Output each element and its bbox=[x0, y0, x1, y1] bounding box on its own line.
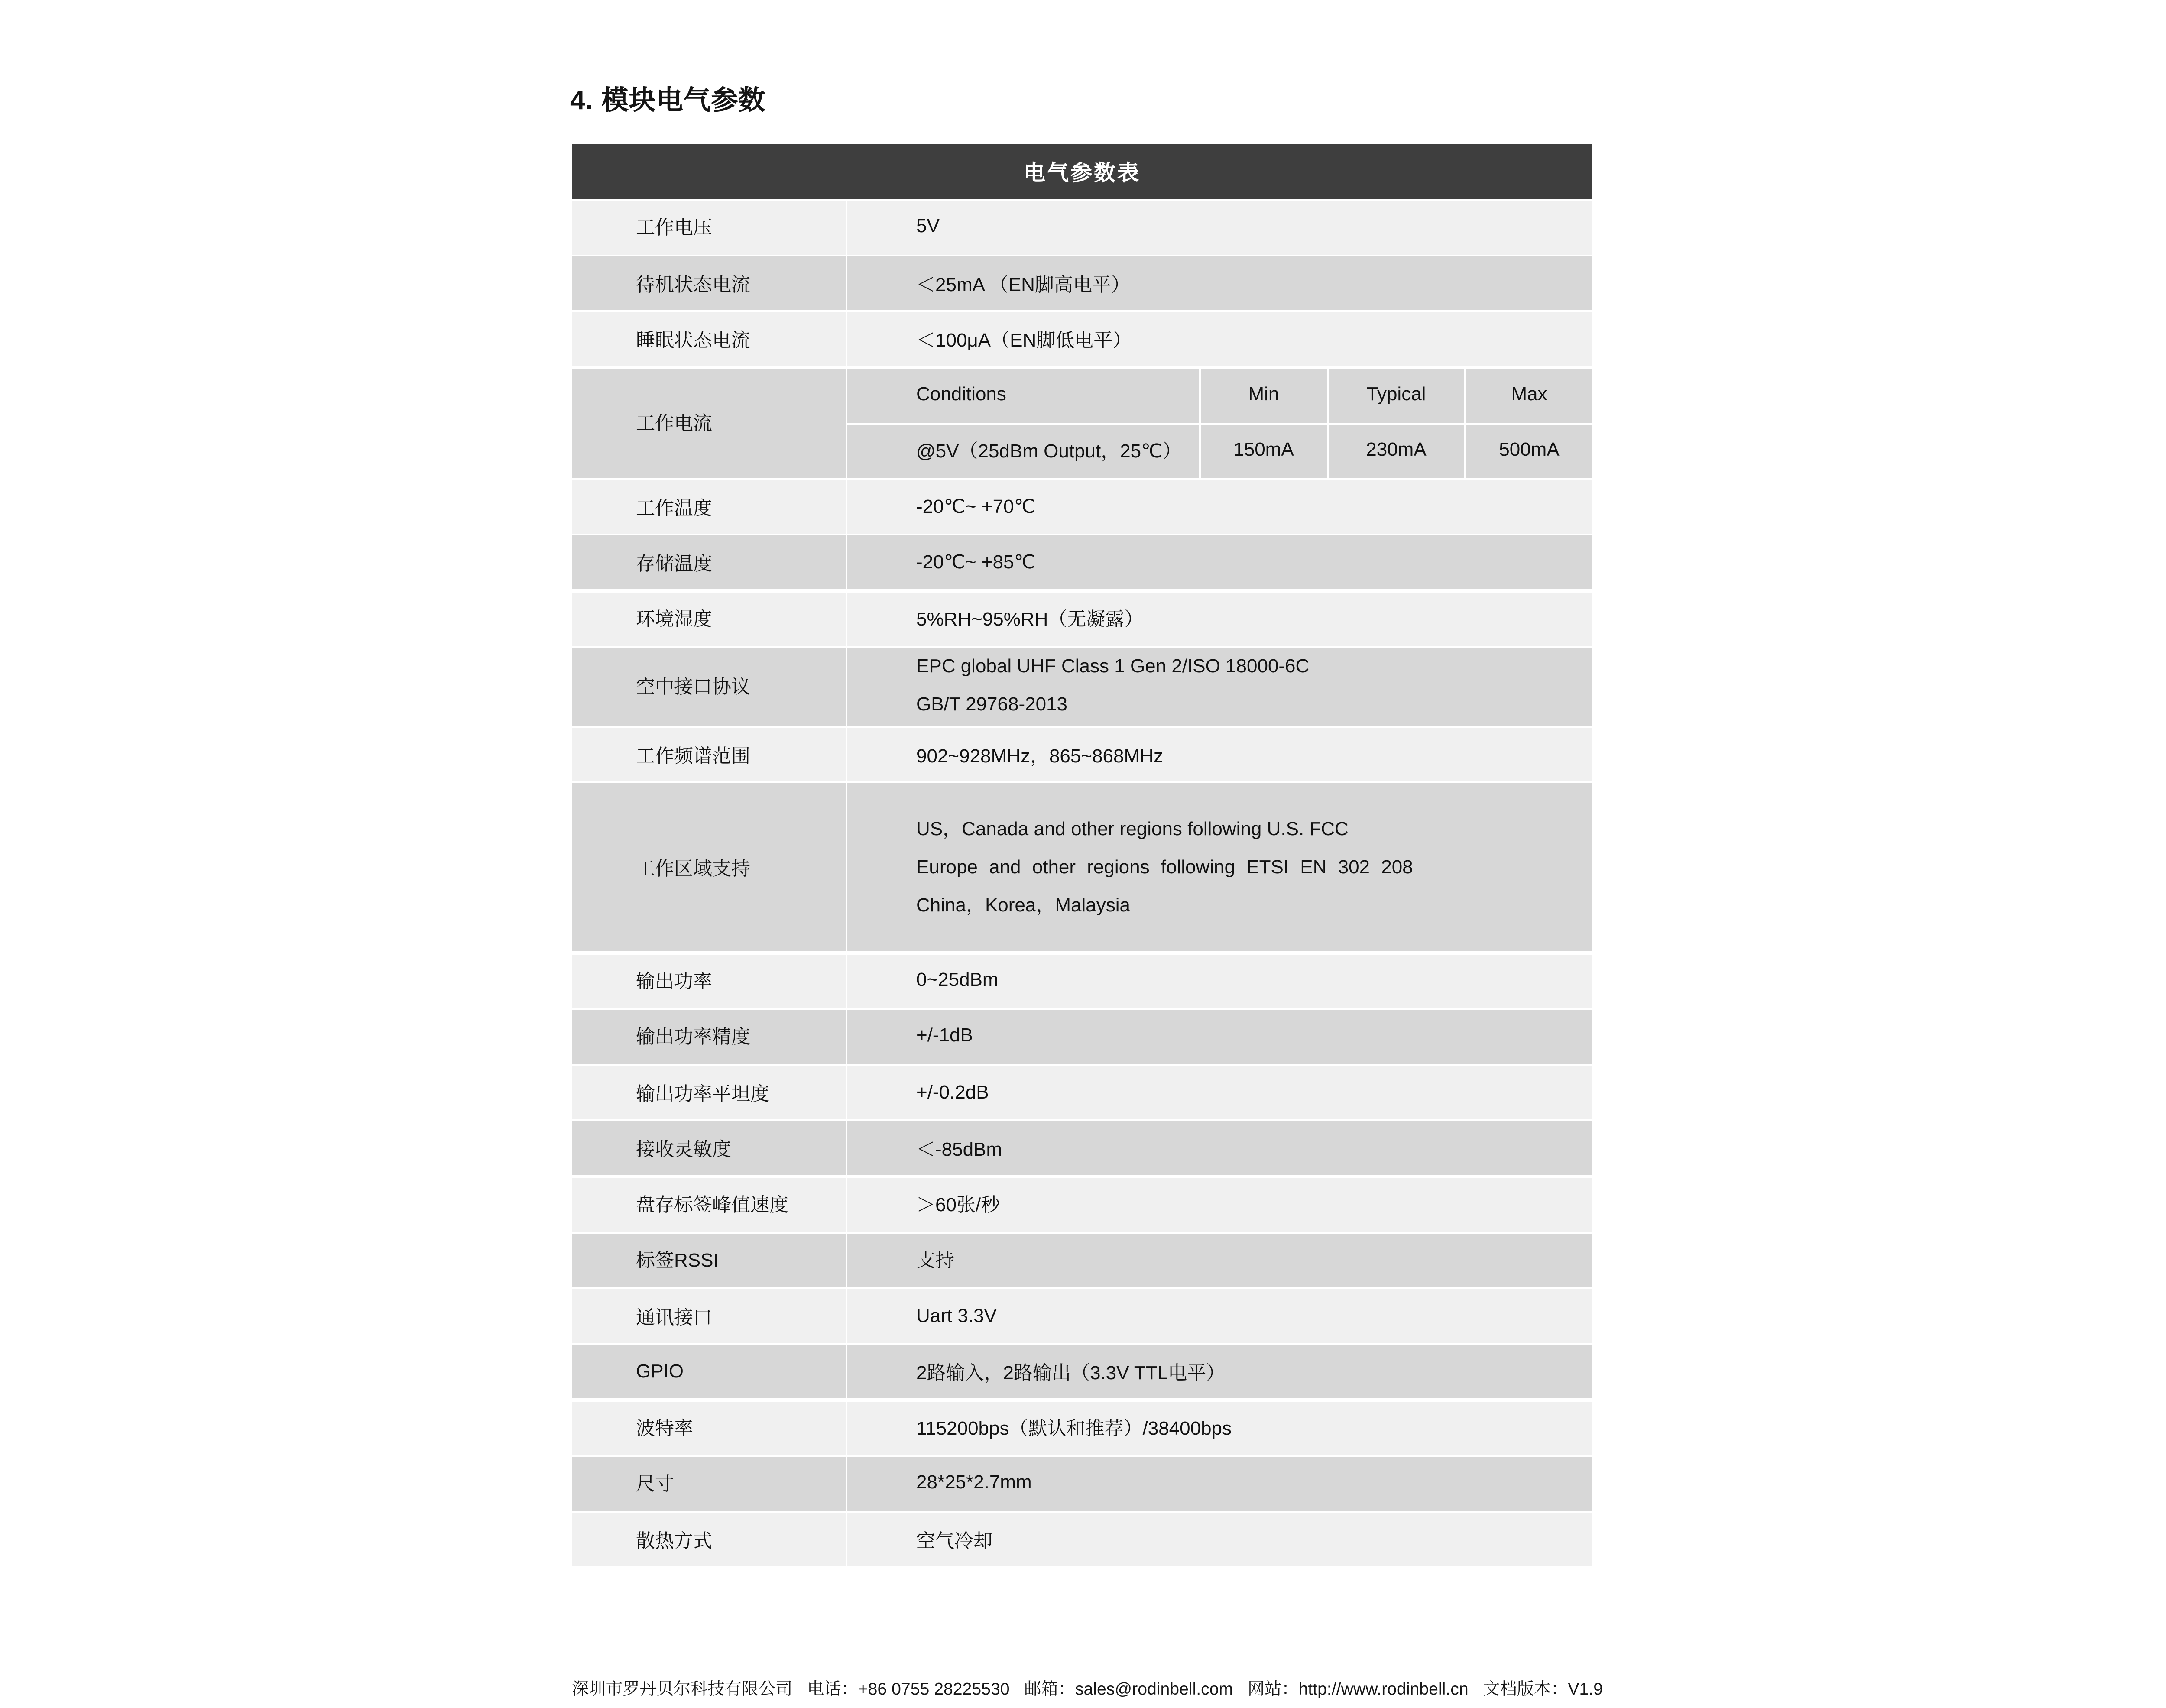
subtable-data-cell: @5V（25dBm Output，25℃） bbox=[847, 424, 1199, 478]
table-row bbox=[572, 312, 1592, 366]
subtable-data-cell: 150mA bbox=[1201, 424, 1326, 478]
row-label: 睡眠状态电流 bbox=[572, 312, 845, 366]
row-value: ＜25mA （EN脚高电平） bbox=[847, 256, 1592, 310]
row-label: 通讯接口 bbox=[572, 1289, 845, 1343]
subtable-header-cell: Max bbox=[1466, 368, 1592, 422]
row-value: +/-1dB bbox=[847, 1010, 1592, 1063]
row-value: 支持 bbox=[847, 1233, 1592, 1287]
row-value: +/-0.2dB bbox=[847, 1066, 1592, 1119]
row-value: ＜-85dBm bbox=[847, 1121, 1592, 1175]
row-label: GPIO bbox=[572, 1345, 845, 1399]
footer bbox=[572, 1676, 1603, 1700]
subtable bbox=[847, 368, 1592, 478]
footer-phone: 电话：+86 0755 28225530 bbox=[807, 1681, 1010, 1700]
table-title-bar: 电气参数表 bbox=[572, 144, 1592, 198]
table-row bbox=[572, 1233, 1592, 1287]
row-label: 标签RSSI bbox=[572, 1233, 845, 1287]
table-row bbox=[572, 1457, 1592, 1510]
table-row bbox=[572, 1010, 1592, 1063]
row-label: 存储温度 bbox=[572, 536, 845, 590]
table-row bbox=[572, 592, 1592, 645]
table-row bbox=[572, 536, 1592, 590]
row-label: 工作温度 bbox=[572, 480, 845, 534]
footer-doc-version: 文档版本：V1.9 bbox=[1483, 1681, 1603, 1700]
row-label: 工作区域支持 bbox=[572, 784, 845, 952]
row-label: 接收灵敏度 bbox=[572, 1121, 845, 1175]
footer-email: 邮箱：sales@rodinbell.com bbox=[1024, 1681, 1233, 1700]
row-value: 2路输入，2路输出（3.3V TTL电平） bbox=[847, 1345, 1592, 1399]
row-label: 工作电压 bbox=[572, 201, 845, 254]
table-row bbox=[572, 1513, 1592, 1566]
subtable-header-cell: Min bbox=[1201, 368, 1326, 422]
row-value bbox=[847, 784, 1592, 952]
table-row bbox=[572, 256, 1592, 310]
row-label: 输出功率 bbox=[572, 954, 845, 1008]
subtable-header-cell: Typical bbox=[1329, 368, 1464, 422]
row-value-line: US，Canada and other regions following U.S. FCC bbox=[916, 819, 1349, 840]
table-row bbox=[572, 784, 1592, 952]
row-value-line: GB/T 29768-2013 bbox=[916, 695, 1067, 716]
table-row bbox=[572, 201, 1592, 254]
row-value: 902~928MHz，865~868MHz bbox=[847, 728, 1592, 781]
row-value: -20℃~ +85℃ bbox=[847, 536, 1592, 590]
row-label: 待机状态电流 bbox=[572, 256, 845, 310]
row-label: 盘存标签峰值速度 bbox=[572, 1177, 845, 1231]
row-value-line: EPC global UHF Class 1 Gen 2/ISO 18000-6C bbox=[916, 657, 1310, 678]
row-label: 空中接口协议 bbox=[572, 648, 845, 726]
row-value bbox=[847, 648, 1592, 726]
subtable-header-cell: Conditions bbox=[847, 368, 1199, 422]
page-title: 4. 模块电气参数 bbox=[570, 87, 766, 116]
footer-company: 深圳市罗丹贝尔科技有限公司 bbox=[572, 1681, 793, 1700]
table-row bbox=[572, 1401, 1592, 1455]
table-row bbox=[572, 648, 1592, 726]
row-label: 输出功率平坦度 bbox=[572, 1066, 845, 1119]
row-value-line: Europe and other regions following ETSI EN 302 208 bbox=[916, 857, 1413, 878]
subtable-data-cell: 230mA bbox=[1329, 424, 1464, 478]
row-label: 尺寸 bbox=[572, 1457, 845, 1510]
row-value: Uart 3.3V bbox=[847, 1289, 1592, 1343]
subtable-data-cell: 500mA bbox=[1466, 424, 1592, 478]
table-row bbox=[572, 1177, 1592, 1231]
row-label: 工作频谱范围 bbox=[572, 728, 845, 781]
spec-table bbox=[572, 144, 1592, 1569]
table-rows bbox=[572, 201, 1592, 1566]
row-value: ＞60张/秒 bbox=[847, 1177, 1592, 1231]
row-value: 0~25dBm bbox=[847, 954, 1592, 1008]
row-value: 28*25*2.7mm bbox=[847, 1457, 1592, 1510]
table-row bbox=[572, 368, 1592, 478]
row-value: -20℃~ +70℃ bbox=[847, 480, 1592, 534]
table-row bbox=[572, 1066, 1592, 1119]
row-value: 5V bbox=[847, 201, 1592, 254]
table-row bbox=[572, 1289, 1592, 1343]
subtable-header-row bbox=[847, 368, 1592, 422]
table-row bbox=[572, 480, 1592, 534]
row-label: 工作电流 bbox=[572, 368, 845, 478]
table-row bbox=[572, 1345, 1592, 1399]
row-value: 空气冷却 bbox=[847, 1513, 1592, 1566]
row-value: 115200bps（默认和推荐）/38400bps bbox=[847, 1401, 1592, 1455]
row-value: 5%RH~95%RH（无凝露） bbox=[847, 592, 1592, 645]
row-value-line: China，Korea，Malaysia bbox=[916, 895, 1130, 916]
footer-website: 网站：http://www.rodinbell.cn bbox=[1248, 1681, 1469, 1700]
row-label: 散热方式 bbox=[572, 1513, 845, 1566]
row-label: 环境湿度 bbox=[572, 592, 845, 645]
table-row bbox=[572, 1121, 1592, 1175]
row-label: 输出功率精度 bbox=[572, 1010, 845, 1063]
table-row bbox=[572, 954, 1592, 1008]
table-row bbox=[572, 728, 1592, 781]
row-value: ＜100μA（EN脚低电平） bbox=[847, 312, 1592, 366]
row-label: 波特率 bbox=[572, 1401, 845, 1455]
subtable-data-row bbox=[847, 424, 1592, 478]
